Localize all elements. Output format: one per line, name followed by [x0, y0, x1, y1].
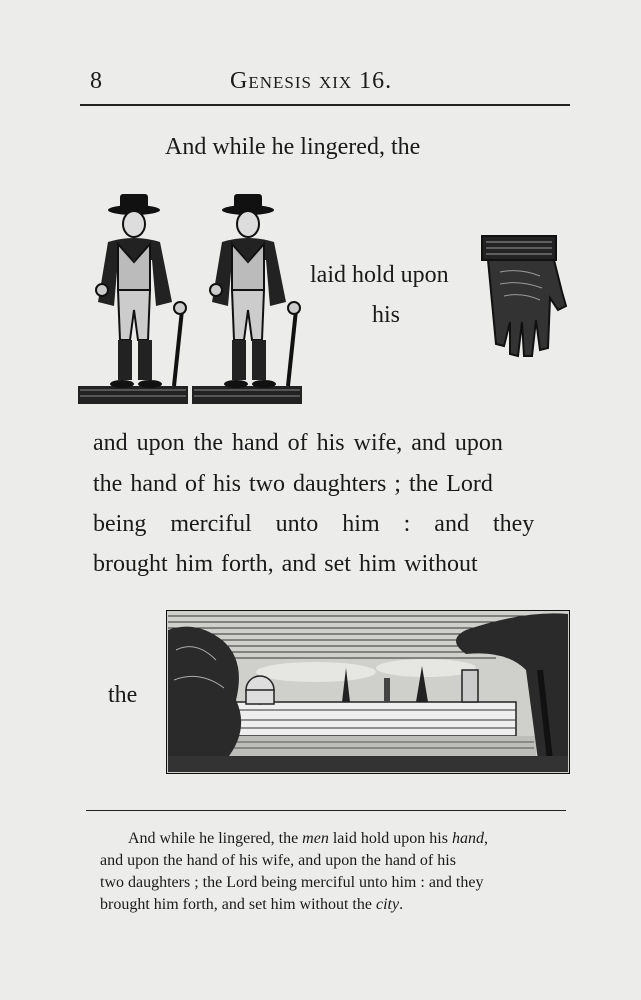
footnote-text: laid hold upon his: [328, 830, 452, 847]
footnote-text: ,: [483, 830, 488, 847]
hand-woodcut-icon: [470, 232, 570, 364]
page-number: 8: [90, 68, 102, 94]
page-header: [80, 62, 568, 102]
footnote-italic: city: [375, 896, 400, 913]
footnote-text: .: [399, 896, 404, 913]
rebus-middle-line-1: laid hold upon: [310, 262, 449, 288]
rebus-before-city: the: [108, 682, 138, 708]
rebus-middle-line-2: his: [372, 302, 401, 328]
footnote-text: And while he lingered, the: [128, 830, 303, 847]
man-woodcut-icon: [78, 190, 190, 410]
rebus-paragraph-line-1: and upon the hand of his wife, and upon: [93, 430, 503, 456]
footnote-line-2: and upon the hand of his wife, and upon the hand of his: [100, 852, 456, 869]
rebus-paragraph-line-2: the hand of his two daughters ; the Lord: [93, 471, 493, 497]
footnote-line-3: two daughters ; the Lord being merciful unto him : and they: [100, 874, 484, 891]
rebus-paragraph-line-4: brought him forth, and set him without: [93, 551, 478, 577]
footnote-italic: men: [302, 830, 329, 847]
header-rule: [80, 104, 570, 106]
footnote-line-1: [100, 828, 560, 850]
man-woodcut-icon: [192, 190, 304, 410]
footnote-italic: hand: [451, 830, 484, 847]
footnote: [100, 828, 560, 916]
city-woodcut-icon: [166, 610, 570, 774]
rebus-paragraph-line-3: being merciful unto him : and they: [93, 511, 535, 537]
running-title: Genesis xix 16.: [230, 68, 393, 94]
footnote-line-4: [100, 894, 560, 916]
rebus-line-1: And while he lingered, the: [165, 134, 421, 160]
footnote-rule: [86, 810, 566, 811]
footnote-text: brought him forth, and set him without the: [100, 896, 376, 913]
